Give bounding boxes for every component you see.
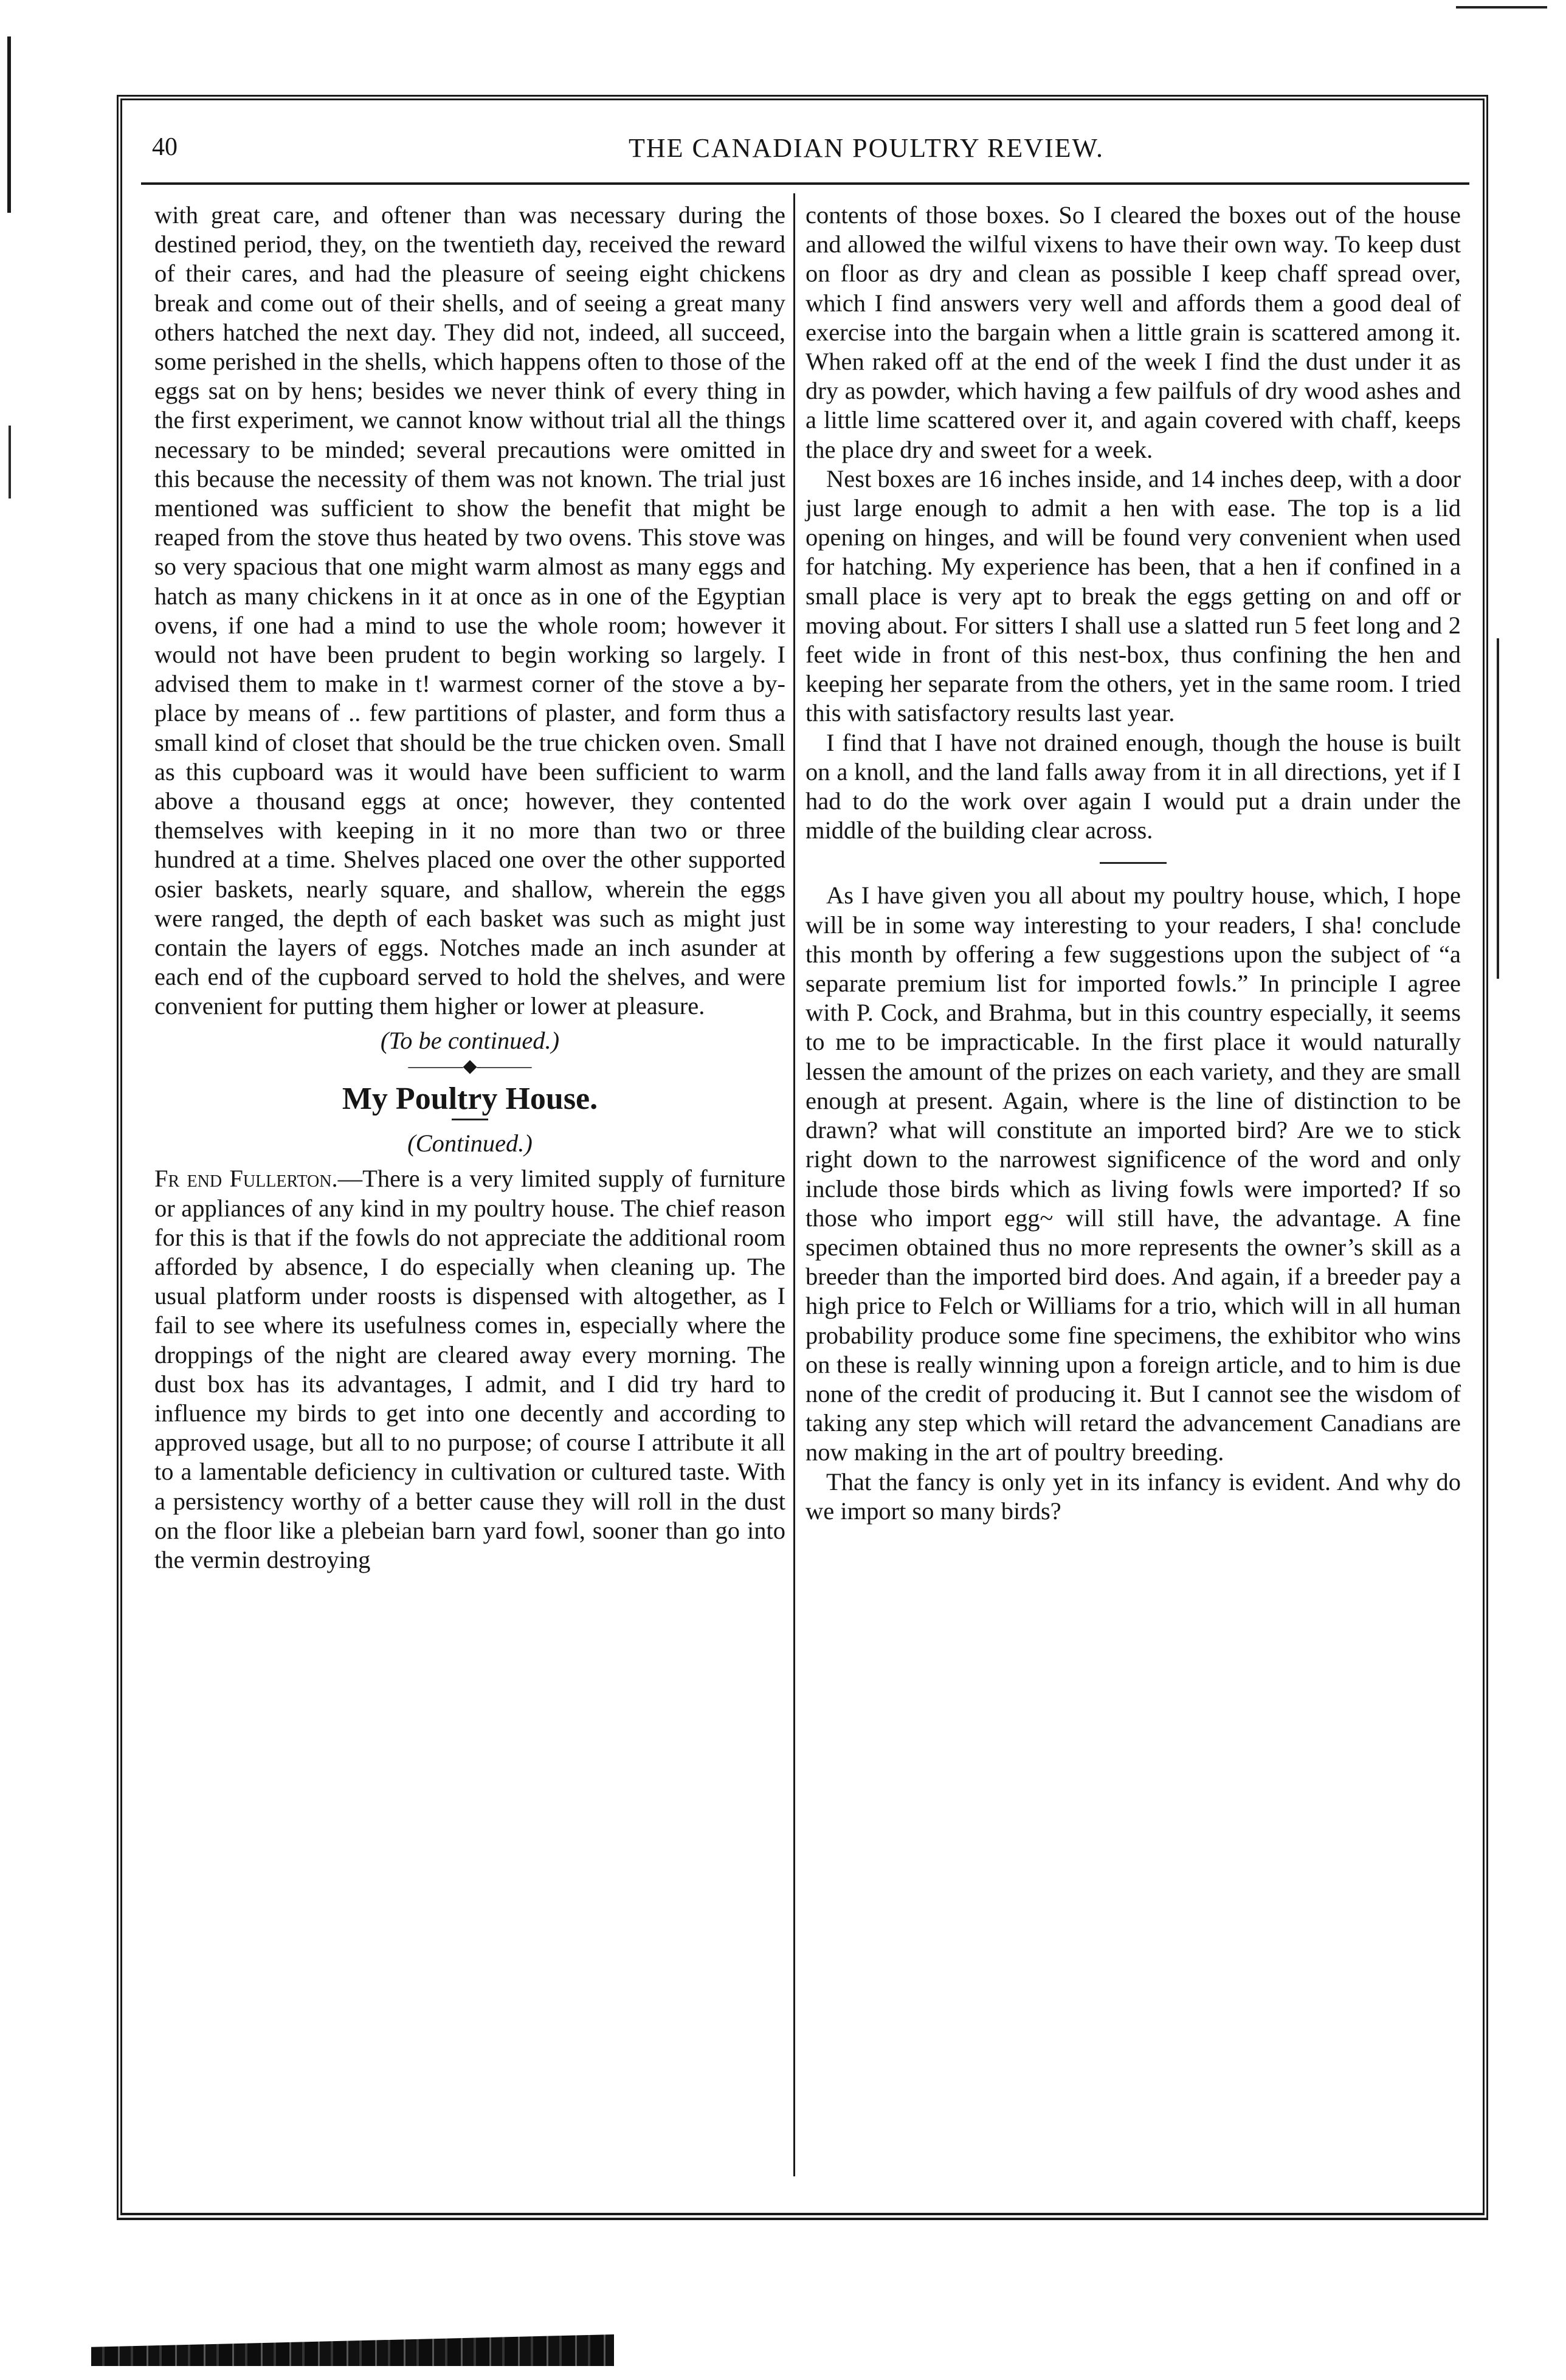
right-column xyxy=(805,201,1461,1526)
section-rule xyxy=(1100,862,1167,864)
left-column xyxy=(154,201,785,1575)
section-ornament: ———◆——— xyxy=(408,1055,532,1076)
scan-edge-mark xyxy=(9,426,11,498)
body-paragraph xyxy=(154,1164,785,1575)
scan-top-rule xyxy=(1456,6,1547,9)
article-title: My Poultry House. xyxy=(342,1081,598,1116)
body-text: —There is a very limited supply of furniture or appliances of any kind in my poultry house. The chief reason for this is that if the fowls do not appreciate the additional room afforded by absence, I do especially when cleaning up. The usual platform under roosts is dispensed with altogether, as I fail to see where its usefulness comes in, especially where the droppings of the night are cleared away every morning. The dust box has its advantages, I admit, and I did try hard to influence my birds to get into one decently and according to approved usage, but all to no purpose; of course I attribute it all to a lamentable deficiency in cultivation or cultured taste. With a persistency worthy of a better cause they will roll in the dust on the floor like a plebeian barn yard fowl, sooner than go into the vermin destroying xyxy=(154,1165,785,1573)
body-paragraph: As I have given you all about my poultry house, which, I hope will be in some way interesting to your readers, I sha! conclude this month by offering a few suggestions upon the subject of “a separate premium list for imported fowls.” In principle I agree with P. Cock, and Brahma, but in this country especially, it seems to me to be impracticable. In the first place it would naturally lessen the amount of the prizes on each variety, and they are small enough at present. Again, where is the line of distinction to be drawn? what will constitute an imported bird? Are we to stick right down to the narrowest significence of the word and only include those birds which as living fowls were imported? If so those who import egg~ will still have, the advantage. A fine specimen obtained thus no more represents the owner’s skill as a breeder than the imported bird does. And again, if a breeder pay a high price to Felch or Williams for a trio, which will in all human probability produce some fine specimens, the exhibitor who wins on these is really winning upon a foreign article, and to him is due none of the credit of producing it. But I cannot see the wisdom of taking any step which will retard the advancement Canadians are now making in the art of poultry breeding. xyxy=(805,881,1461,1466)
salutation: Fr end Fullerton. xyxy=(154,1165,338,1193)
body-paragraph: That the fancy is only yet in its infancy is evident. And why do we import so many birds? xyxy=(805,1468,1461,1525)
page-number: 40 xyxy=(152,133,178,161)
article-subtitle: (Continued.) xyxy=(407,1130,533,1157)
running-title: THE CANADIAN POULTRY REVIEW. xyxy=(629,133,1104,163)
header-rule xyxy=(141,182,1469,185)
scan-artifact xyxy=(91,2334,614,2366)
body-paragraph: contents of those boxes. So I cleared the boxes out of the house and allowed the wilful vixens to have their own way. To keep dust on floor as dry and clean as possible I keep chaff spread over, which I find answers very well and affords them a good deal of exercise into the bargain when a little grain is scattered among it. When raked off at the end of the week I find the dust under it as dry as powder, which having a few pailfuls of dry wood ashes and a little lime scattered over it, and again covered with chaff, keeps the place dry and sweet for a week. xyxy=(805,201,1461,463)
body-paragraph: I find that I have not drained enough, though the house is built on a knoll, and the land falls away from it in all directions, yet if I had to do the work over again I would put a drain under the middle of the building clear across. xyxy=(805,728,1461,844)
continued-note: (To be continued.) xyxy=(380,1026,560,1054)
column-divider xyxy=(793,193,795,2176)
body-paragraph: with great care, and oftener than was necessary during the destined period, they, on the twentieth day, received the reward of their cares, and had the pleasure of seeing eight chickens break and come out of their shells, and of seeing a great many others hatched the next day. They did not, indeed, all succeed, some perished in the shells, which happens often to those of the eggs sat on by hens; besides we never think of every thing in the first experiment, we cannot know without trial all the things necessary to be minded; several precautions were omitted in this because the necessity of them was not known. The trial just mentioned was sufficient to show the benefit that might be reaped from the stove thus heated by two ovens. This stove was so very spacious that one might warm almost as many eggs and hatch as many chickens in it at once as in one of the Egyptian ovens, if one had a mind to use the whole room; however it would not have been prudent to begin working so largely. I advised them to make in t! warmest corner of the stove a by-place by means of .. few partitions of plaster, and form thus a small kind of closet that should be the true chicken oven. Small as this cupboard was it would have been sufficient to warm above a thousand eggs at once; however, they contented themselves with keeping in it no more than two or three hundred at a time. Shelves placed one over the other supported osier baskets, nearly square, and shallow, wherein the eggs were ranged, the depth of each basket was such as might just contain the layers of eggs. Notches made an inch asunder at each end of the cupboard served to hold the shelves, and were convenient for putting them higher or lower at pleasure. xyxy=(154,201,785,1020)
page-header xyxy=(143,129,1468,168)
scan-edge-mark xyxy=(1497,638,1499,979)
body-paragraph: Nest boxes are 16 inches inside, and 14 inches deep, with a door just large enough to admit a hen with ease. The top is a lid opening on hinges, and will be found very convenient when used for hatching. My experience has been, that a hen if confined in a small place is very apt to break the eggs getting on and off or moving about. For sitters I shall use a slatted run 5 feet long and 2 feet wide in front of this nest-box, thus confining the hen and keeping her separate from the others, yet in the same room. I tried this with satisfactory results last year. xyxy=(805,464,1461,727)
title-rule xyxy=(452,1119,488,1120)
scan-edge-mark xyxy=(7,36,11,213)
